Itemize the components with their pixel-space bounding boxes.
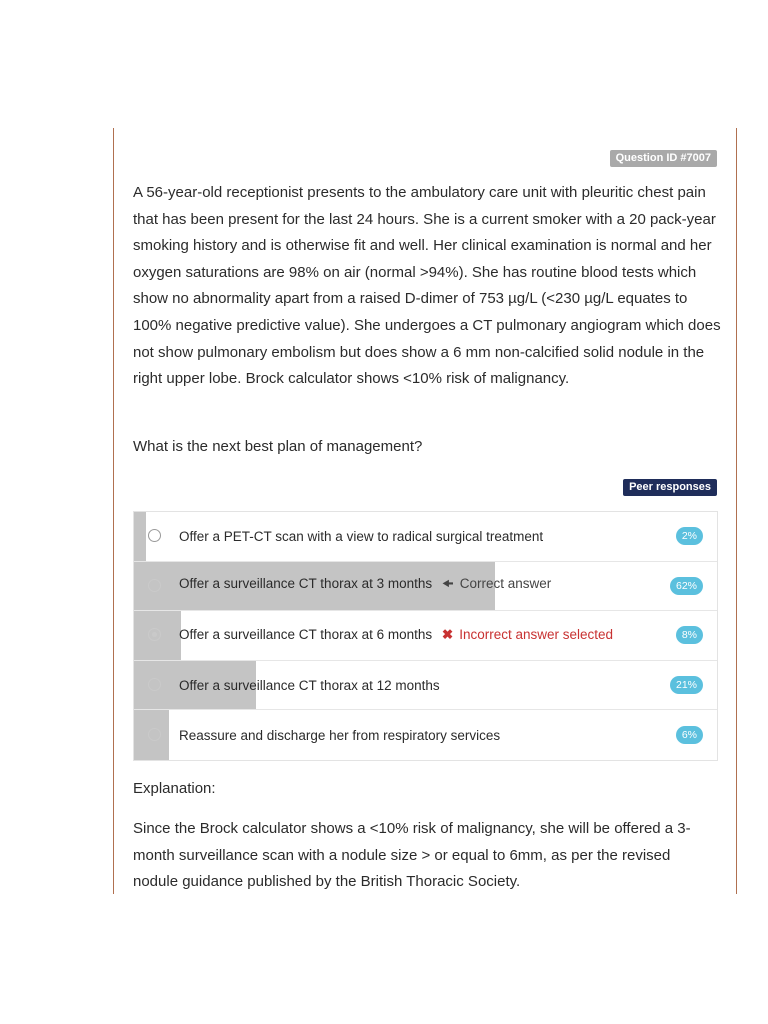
option-label: Offer a surveillance CT thorax at 3 months bbox=[179, 576, 433, 592]
percent-badge: 6% bbox=[676, 726, 703, 744]
radio-button[interactable] bbox=[148, 678, 161, 691]
radio-button[interactable] bbox=[148, 529, 161, 542]
option-label: Offer a PET-CT scan with a view to radical surgical treatment bbox=[179, 528, 544, 544]
answer-options bbox=[133, 511, 718, 761]
explanation-title: Explanation: bbox=[133, 780, 216, 797]
option-label: Offer a surveillance CT thorax at 12 months bbox=[179, 677, 440, 693]
correct-answer-marker: 🠜 Correct answer bbox=[441, 576, 552, 592]
arrow-left-icon: 🠜 bbox=[441, 576, 454, 592]
percent-badge: 62% bbox=[670, 577, 703, 595]
option-label: Offer a surveillance CT thorax at 6 months bbox=[179, 627, 433, 643]
answer-option-4[interactable] bbox=[134, 661, 717, 711]
option-label: Reassure and discharge her from respiratory services bbox=[179, 727, 501, 743]
radio-button[interactable] bbox=[148, 579, 161, 592]
cross-icon: ✖ bbox=[441, 627, 454, 643]
answer-option-5[interactable] bbox=[134, 710, 717, 760]
question-stem: A 56-year-old receptionist presents to the ambulatory care unit with pleuritic chest pain that has been present for the last 24 hours. She is a current smoker with a 20 pack-year smoking history and is otherwise fit and well. Her clinical examination is normal and her oxygen saturations are 98% on air (normal >94%). She has routine blood tests which show no abnormality apart from a raised D-dimer of 753 µg/L (<230 µg/L equates to 100% negative predictive value). She undergoes a CT pulmonary angiogram which does not show pulmonary embolism but does show a 6 mm non-calcified solid nodule in the right upper lobe. Brock calculator shows <10% risk of malignancy. bbox=[133, 184, 721, 388]
answer-option-2[interactable] bbox=[134, 562, 717, 612]
answer-option-3[interactable] bbox=[134, 611, 717, 661]
question-prompt: What is the next best plan of management? bbox=[133, 438, 423, 455]
explanation-body: Since the Brock calculator shows a <10% risk of malignancy, she will be offered a 3-month surveillance scan with a nodule size > or equal to 6mm, as per the revised nodule guidance published by the British Thoracic Society. bbox=[133, 820, 691, 891]
response-bar bbox=[134, 512, 146, 561]
percent-badge: 2% bbox=[676, 527, 703, 545]
question-id-badge: Question ID #7007 bbox=[610, 150, 717, 167]
answer-option-1[interactable] bbox=[134, 512, 717, 562]
percent-badge: 21% bbox=[670, 676, 703, 694]
percent-badge: 8% bbox=[676, 626, 703, 644]
peer-responses-badge[interactable]: Peer responses bbox=[623, 479, 717, 496]
question-card bbox=[113, 128, 737, 894]
incorrect-answer-marker: ✖ Incorrect answer selected bbox=[441, 627, 614, 643]
